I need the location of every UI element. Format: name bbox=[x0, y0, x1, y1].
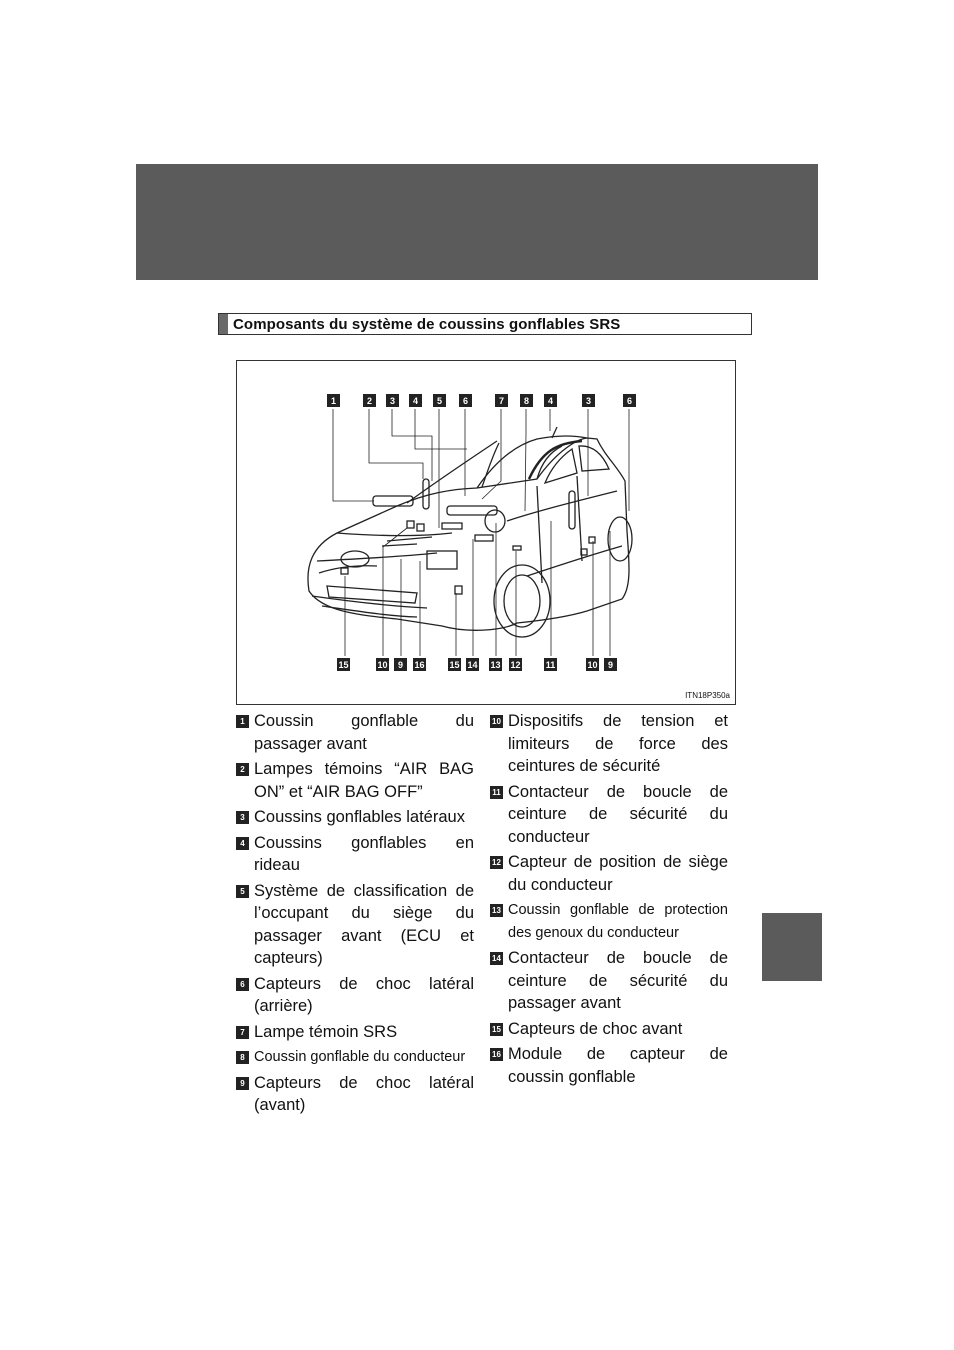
legend-number: 6 bbox=[236, 978, 249, 991]
legend-number: 10 bbox=[490, 715, 503, 728]
callout-8: 8 bbox=[520, 394, 533, 407]
legend-number: 4 bbox=[236, 837, 249, 850]
callout-6: 6 bbox=[459, 394, 472, 407]
callout-7: 7 bbox=[495, 394, 508, 407]
callout-13: 13 bbox=[490, 659, 501, 670]
legend-text: Dispositifs de tension et limiteurs de force des ceintures de sécurité bbox=[508, 712, 728, 775]
legend-number: 11 bbox=[490, 786, 503, 799]
legend-left-column bbox=[236, 710, 474, 1120]
legend-number: 3 bbox=[236, 811, 249, 824]
airbag-car-diagram bbox=[236, 360, 736, 705]
legend-text: Contacteur de boucle de ceinture de sécurité du conducteur bbox=[508, 782, 728, 846]
callout-11: 11 bbox=[545, 659, 556, 670]
legend-text: Capteurs de choc avant bbox=[508, 1019, 683, 1038]
callout-14: 14 bbox=[467, 659, 478, 670]
car-illustration bbox=[237, 361, 737, 706]
legend-item bbox=[490, 710, 728, 778]
legend-number: 12 bbox=[490, 856, 503, 869]
legend-item bbox=[490, 851, 728, 896]
legend-item bbox=[490, 1018, 728, 1041]
callout-9: 9 bbox=[394, 658, 407, 671]
section-title: Composants du système de coussins gonflables SRS bbox=[233, 315, 621, 333]
legend-item bbox=[236, 1021, 474, 1044]
legend-number: 8 bbox=[236, 1051, 249, 1064]
callout-9: 9 bbox=[604, 658, 617, 671]
legend-text: Contacteur de boucle de ceinture de sécurité du passager avant bbox=[508, 949, 728, 1012]
callout-3: 3 bbox=[386, 394, 399, 407]
callout-4: 4 bbox=[409, 394, 422, 407]
callout-16: 16 bbox=[414, 659, 425, 670]
legend-item bbox=[236, 1072, 474, 1117]
callout-3: 3 bbox=[582, 394, 595, 407]
legend-text: Lampes témoins “AIR BAG ON” et “AIR BAG OFF” bbox=[254, 760, 474, 801]
legend-text: Module de capteur de coussin gonflable bbox=[508, 1045, 728, 1086]
callout-12: 12 bbox=[510, 659, 521, 670]
legend-number: 5 bbox=[236, 885, 249, 898]
legend-item bbox=[236, 806, 474, 829]
legend-item bbox=[236, 710, 474, 755]
legend-text: Coussin gonflable du passager avant bbox=[254, 712, 474, 753]
legend-item bbox=[236, 880, 474, 970]
callout-1: 1 bbox=[327, 394, 340, 407]
callout-15: 15 bbox=[449, 659, 460, 670]
legend-item bbox=[236, 973, 474, 1018]
legend-item bbox=[236, 758, 474, 803]
callout-4: 4 bbox=[544, 394, 557, 407]
callout-10: 10 bbox=[377, 659, 388, 670]
legend-number: 15 bbox=[490, 1023, 503, 1036]
chapter-header-band bbox=[136, 164, 818, 280]
legend-item bbox=[490, 899, 728, 944]
legend-text: Capteurs de choc latéral (arrière) bbox=[254, 974, 474, 1015]
legend-item bbox=[236, 1046, 474, 1069]
legend-number: 16 bbox=[490, 1048, 503, 1061]
figure-code: ITN18P350a bbox=[685, 691, 730, 700]
chapter-side-tab bbox=[762, 913, 822, 981]
legend-number: 7 bbox=[236, 1026, 249, 1039]
legend-right-column bbox=[490, 710, 728, 1091]
legend-text: Capteur de position de siège du conducteur bbox=[508, 853, 728, 894]
legend-number: 14 bbox=[490, 952, 503, 965]
legend-text: Coussin gonflable du conducteur bbox=[254, 1049, 466, 1065]
legend-text: Lampe témoin SRS bbox=[254, 1022, 398, 1041]
legend-text: Capteurs de choc latéral (avant) bbox=[254, 1073, 474, 1114]
legend-number: 2 bbox=[236, 763, 249, 776]
legend-item bbox=[236, 832, 474, 877]
legend-item bbox=[490, 781, 728, 849]
legend-number: 13 bbox=[490, 904, 503, 917]
callout-5: 5 bbox=[433, 394, 446, 407]
section-title-box bbox=[218, 313, 752, 335]
legend-number: 9 bbox=[236, 1077, 249, 1090]
callout-10: 10 bbox=[587, 659, 598, 670]
legend-text: Coussins gonflables en rideau bbox=[254, 833, 474, 874]
legend-text: Système de classification de l’occupant du siège du passager avant (ECU et capteurs) bbox=[254, 881, 474, 967]
callout-2: 2 bbox=[363, 394, 376, 407]
legend-item bbox=[490, 1043, 728, 1088]
section-title-bar bbox=[219, 314, 228, 334]
legend-item bbox=[490, 947, 728, 1015]
callout-6: 6 bbox=[623, 394, 636, 407]
legend-number: 1 bbox=[236, 715, 249, 728]
legend-text: Coussins gonflables latéraux bbox=[254, 808, 465, 826]
legend-text: Coussin gonflable de protection des genoux du conducteur bbox=[508, 902, 728, 941]
callout-15: 15 bbox=[338, 659, 349, 670]
